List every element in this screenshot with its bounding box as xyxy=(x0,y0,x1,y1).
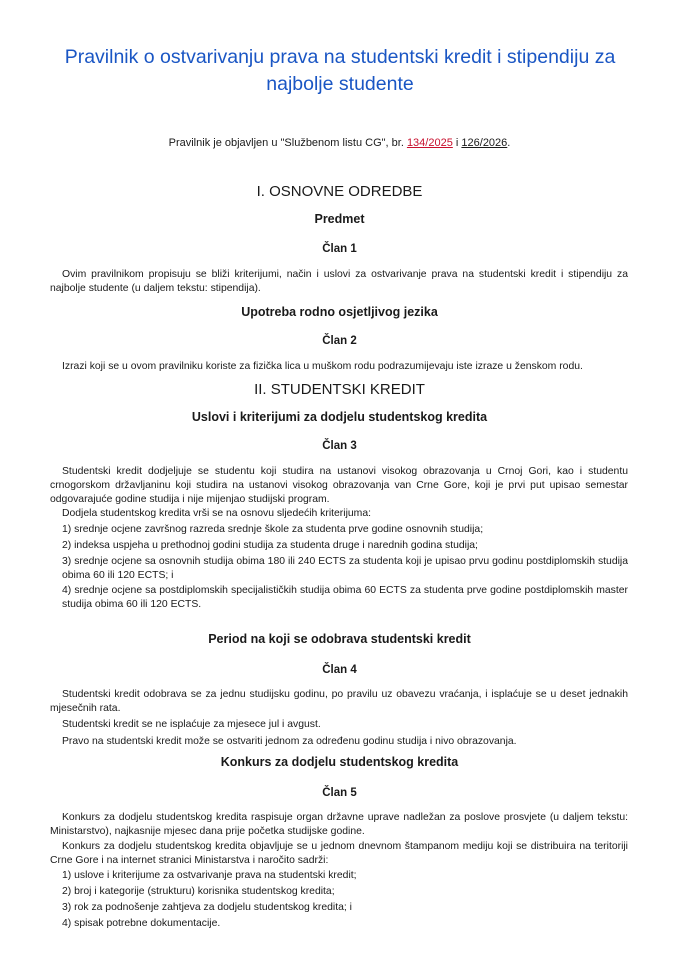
article-3-item-2: 2) indeksa uspjeha u prethodnoj godini studija za studenta druge i narednih godina studija; xyxy=(62,540,478,551)
article-4-paragraph-2: Studentski kredit se ne isplaćuje za mjesece jul i avgust. xyxy=(62,719,321,730)
article-5-paragraph-2: Konkurs za dodjelu studentskog kredita objavljuje se u jednom dnevnom štampanom mediju koji se distribuira na teritoriji Crne Gore i na internet stranici Ministarstva i naročito sadrži: xyxy=(50,841,628,866)
article-3-paragraph-2: Dodjela studentskog kredita vrši se na osnovu sljedećih kriterijuma: xyxy=(62,508,371,519)
article-3-title: Član 3 xyxy=(322,440,357,452)
document-title: Pravilnik o ostvarivanju prava na studentski kredit i stipendiju za najbolje studente xyxy=(64,46,616,95)
article-4-paragraph-3: Pravo na studentski kredit može se ostvariti jednom za određenu godinu studija i nivo obrazovanja. xyxy=(62,736,517,747)
article-1-title: Član 1 xyxy=(322,243,357,255)
article-2-text: Izrazi koji se u ovom pravilniku koriste za fizička lica u muškom rodu podrazumijevaju iste izraze u ženskom rodu. xyxy=(62,361,583,372)
gazette-link-2[interactable]: 126/2026 xyxy=(461,137,508,149)
gazette-link-1[interactable]: 134/2025 xyxy=(406,137,453,149)
article-2-title: Član 2 xyxy=(322,335,357,347)
article-5-item-2: 2) broj i kategorije (strukturu) korisnika studentskog kredita; xyxy=(62,886,335,897)
subheading-gender-language: Upotreba rodno osjetljivog jezika xyxy=(241,305,438,319)
article-3-item-4: 4) srednje ocjene sa postdiplomskih specijalističkih studija obima 60 ECTS za studenta prve godine postdiplomskih master studija obima 60 ili 120 ECTS. xyxy=(62,585,628,610)
publication-suffix: . xyxy=(507,137,511,149)
article-3-item-1: 1) srednje ocjene završnog razreda srednje škole za studenta prve godine osnovnih studija; xyxy=(62,524,484,535)
article-3-paragraph-1: Studentski kredit dodjeljuje se studentu koji studira na ustanovi visokog obrazovanja u Crnoj Gori, kao i studentu crnogorskom državljaninu koji studira na ustanovi visokog obrazovanja van Crne Gore, koji je prvi put upisao semestar odgovarajuće godine studija i nije mijenjao studijski program. xyxy=(50,466,628,505)
subheading-credit-competition: Konkurs za dodjelu studentskog kredita xyxy=(220,755,459,769)
article-1-text: Ovim pravilnikom propisuju se bliži kriterijumi, način i uslovi za ostvarivanje prava na studentski kredit i stipendiju za najbolje studente (u daljem tekstu: stipendija). xyxy=(50,269,628,294)
subheading-predmet: Predmet xyxy=(314,212,365,226)
article-5-item-4: 4) spisak potrebne dokumentacije. xyxy=(62,918,221,929)
section-heading-1: I. OSNOVNE ODREDBE xyxy=(256,183,423,200)
article-5-title: Član 5 xyxy=(322,787,357,799)
article-5-item-3: 3) rok za podnošenje zahtjeva za dodjelu studentskog kredita; i xyxy=(62,902,352,913)
article-3-item-3: 3) srednje ocjene sa osnovnih studija obima 180 ili 240 ECTS za studenta koji je upisao prvu godinu postdiplomskih studija obima 60 ili 120 ECTS; i xyxy=(62,556,628,581)
article-4-title: Član 4 xyxy=(322,664,357,676)
subheading-credit-period: Period na koji se odobrava studentski kredit xyxy=(208,632,471,646)
article-5-paragraph-1: Konkurs za dodjelu studentskog kredita raspisuje organ državne uprave nadležan za poslove prosvjete (u daljem tekstu: Ministarstvo), najkasnije mjesec dana prije početka studijske godine. xyxy=(50,812,628,837)
publication-mid: i xyxy=(455,137,459,149)
article-4-paragraph-1: Studentski kredit odobrava se za jednu studijsku godinu, po pravilu uz obavezu vraćanja, i isplaćuje se u deset jednakih mjesečnih rata. xyxy=(50,689,628,714)
publication-note xyxy=(0,137,679,149)
subheading-credit-conditions: Uslovi i kriterijumi za dodjelu studentskog kredita xyxy=(191,410,488,424)
publication-prefix: Pravilnik je objavljen u "Službenom listu CG", br. xyxy=(168,137,404,149)
article-5-item-1: 1) uslove i kriterijume za ostvarivanje prava na studentski kredit; xyxy=(62,870,357,881)
section-heading-2: II. STUDENTSKI KREDIT xyxy=(254,381,425,398)
